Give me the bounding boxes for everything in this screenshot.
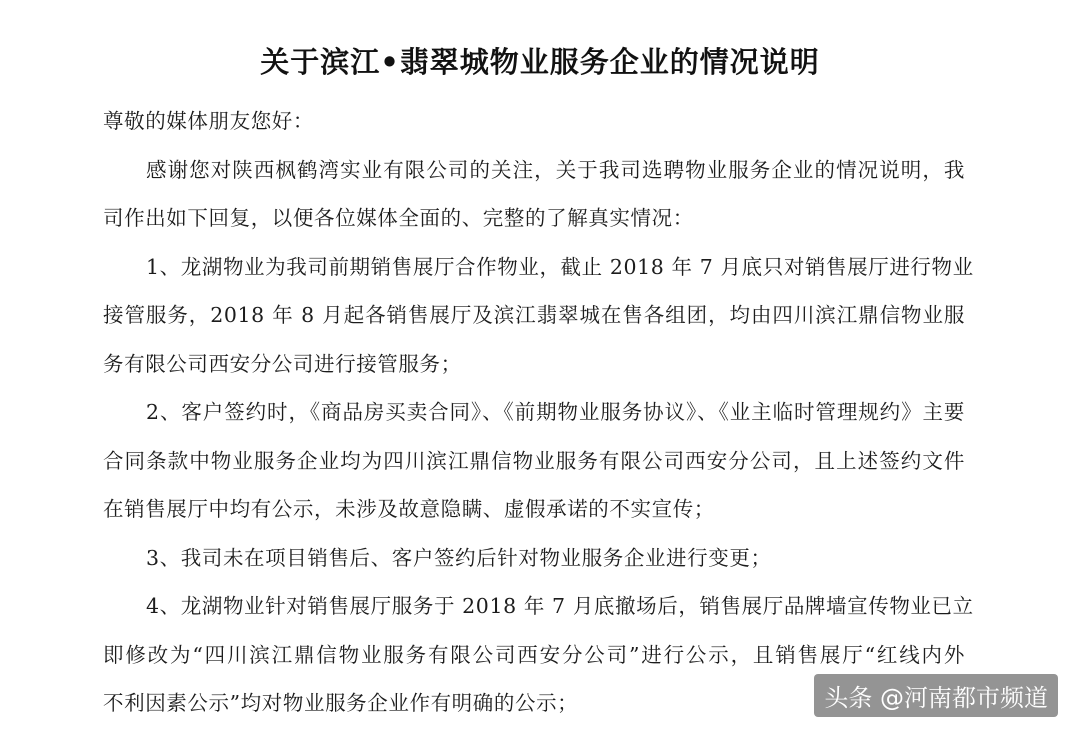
paragraph-line: 3、我司未在项目销售后、客户签约后针对物业服务企业进行变更； — [146, 546, 772, 570]
salutation: 尊敬的媒体朋友您好： — [103, 109, 314, 133]
paragraph-line: 在销售展厅中均有公示，未涉及故意隐瞒、虚假承诺的不实宣传； — [103, 497, 715, 521]
watermark: 头条 @河南都市频道 — [814, 674, 1058, 717]
paragraph-line: 合同条款中物业服务企业均为四川滨江鼎信物业服务有限公司西安分公司，且上述签约文件 — [103, 449, 965, 473]
paragraph-line: 感谢您对陕西枫鹤湾实业有限公司的关注，关于我司选聘物业服务企业的情况说明，我 — [146, 158, 965, 182]
paragraph-line: 务有限公司西安分公司进行接管服务； — [103, 352, 462, 376]
paragraph-line: 不利因素公示”均对物业服务企业作有明确的公示； — [103, 691, 579, 715]
paragraph-line: 即修改为“四川滨江鼎信物业服务有限公司西安分公司”进行公示，且销售展厅“红线内外 — [103, 643, 965, 667]
paragraph-line: 司作出如下回复，以便各位媒体全面的、完整的了解真实情况： — [103, 206, 694, 230]
document-title: 关于滨江•翡翠城物业服务企业的情况说明 — [260, 45, 820, 79]
paragraph-line: 2、客户签约时，《商品房买卖合同》、《前期物业服务协议》、《业主临时管理规约》主要 — [146, 400, 965, 424]
paragraph-line: 接管服务，2018 年 8 月起各销售展厅及滨江翡翠城在售各组团，均由四川滨江鼎信物业服 — [103, 303, 965, 327]
paragraph-line: 4、龙湖物业针对销售展厅服务于 2018 年 7 月底撤场后，销售展厅品牌墙宣传物业已立 — [146, 594, 974, 618]
paragraph-line: 1、龙湖物业为我司前期销售展厅合作物业，截止 2018 年 7 月底只对销售展厅进行物业 — [146, 255, 974, 279]
